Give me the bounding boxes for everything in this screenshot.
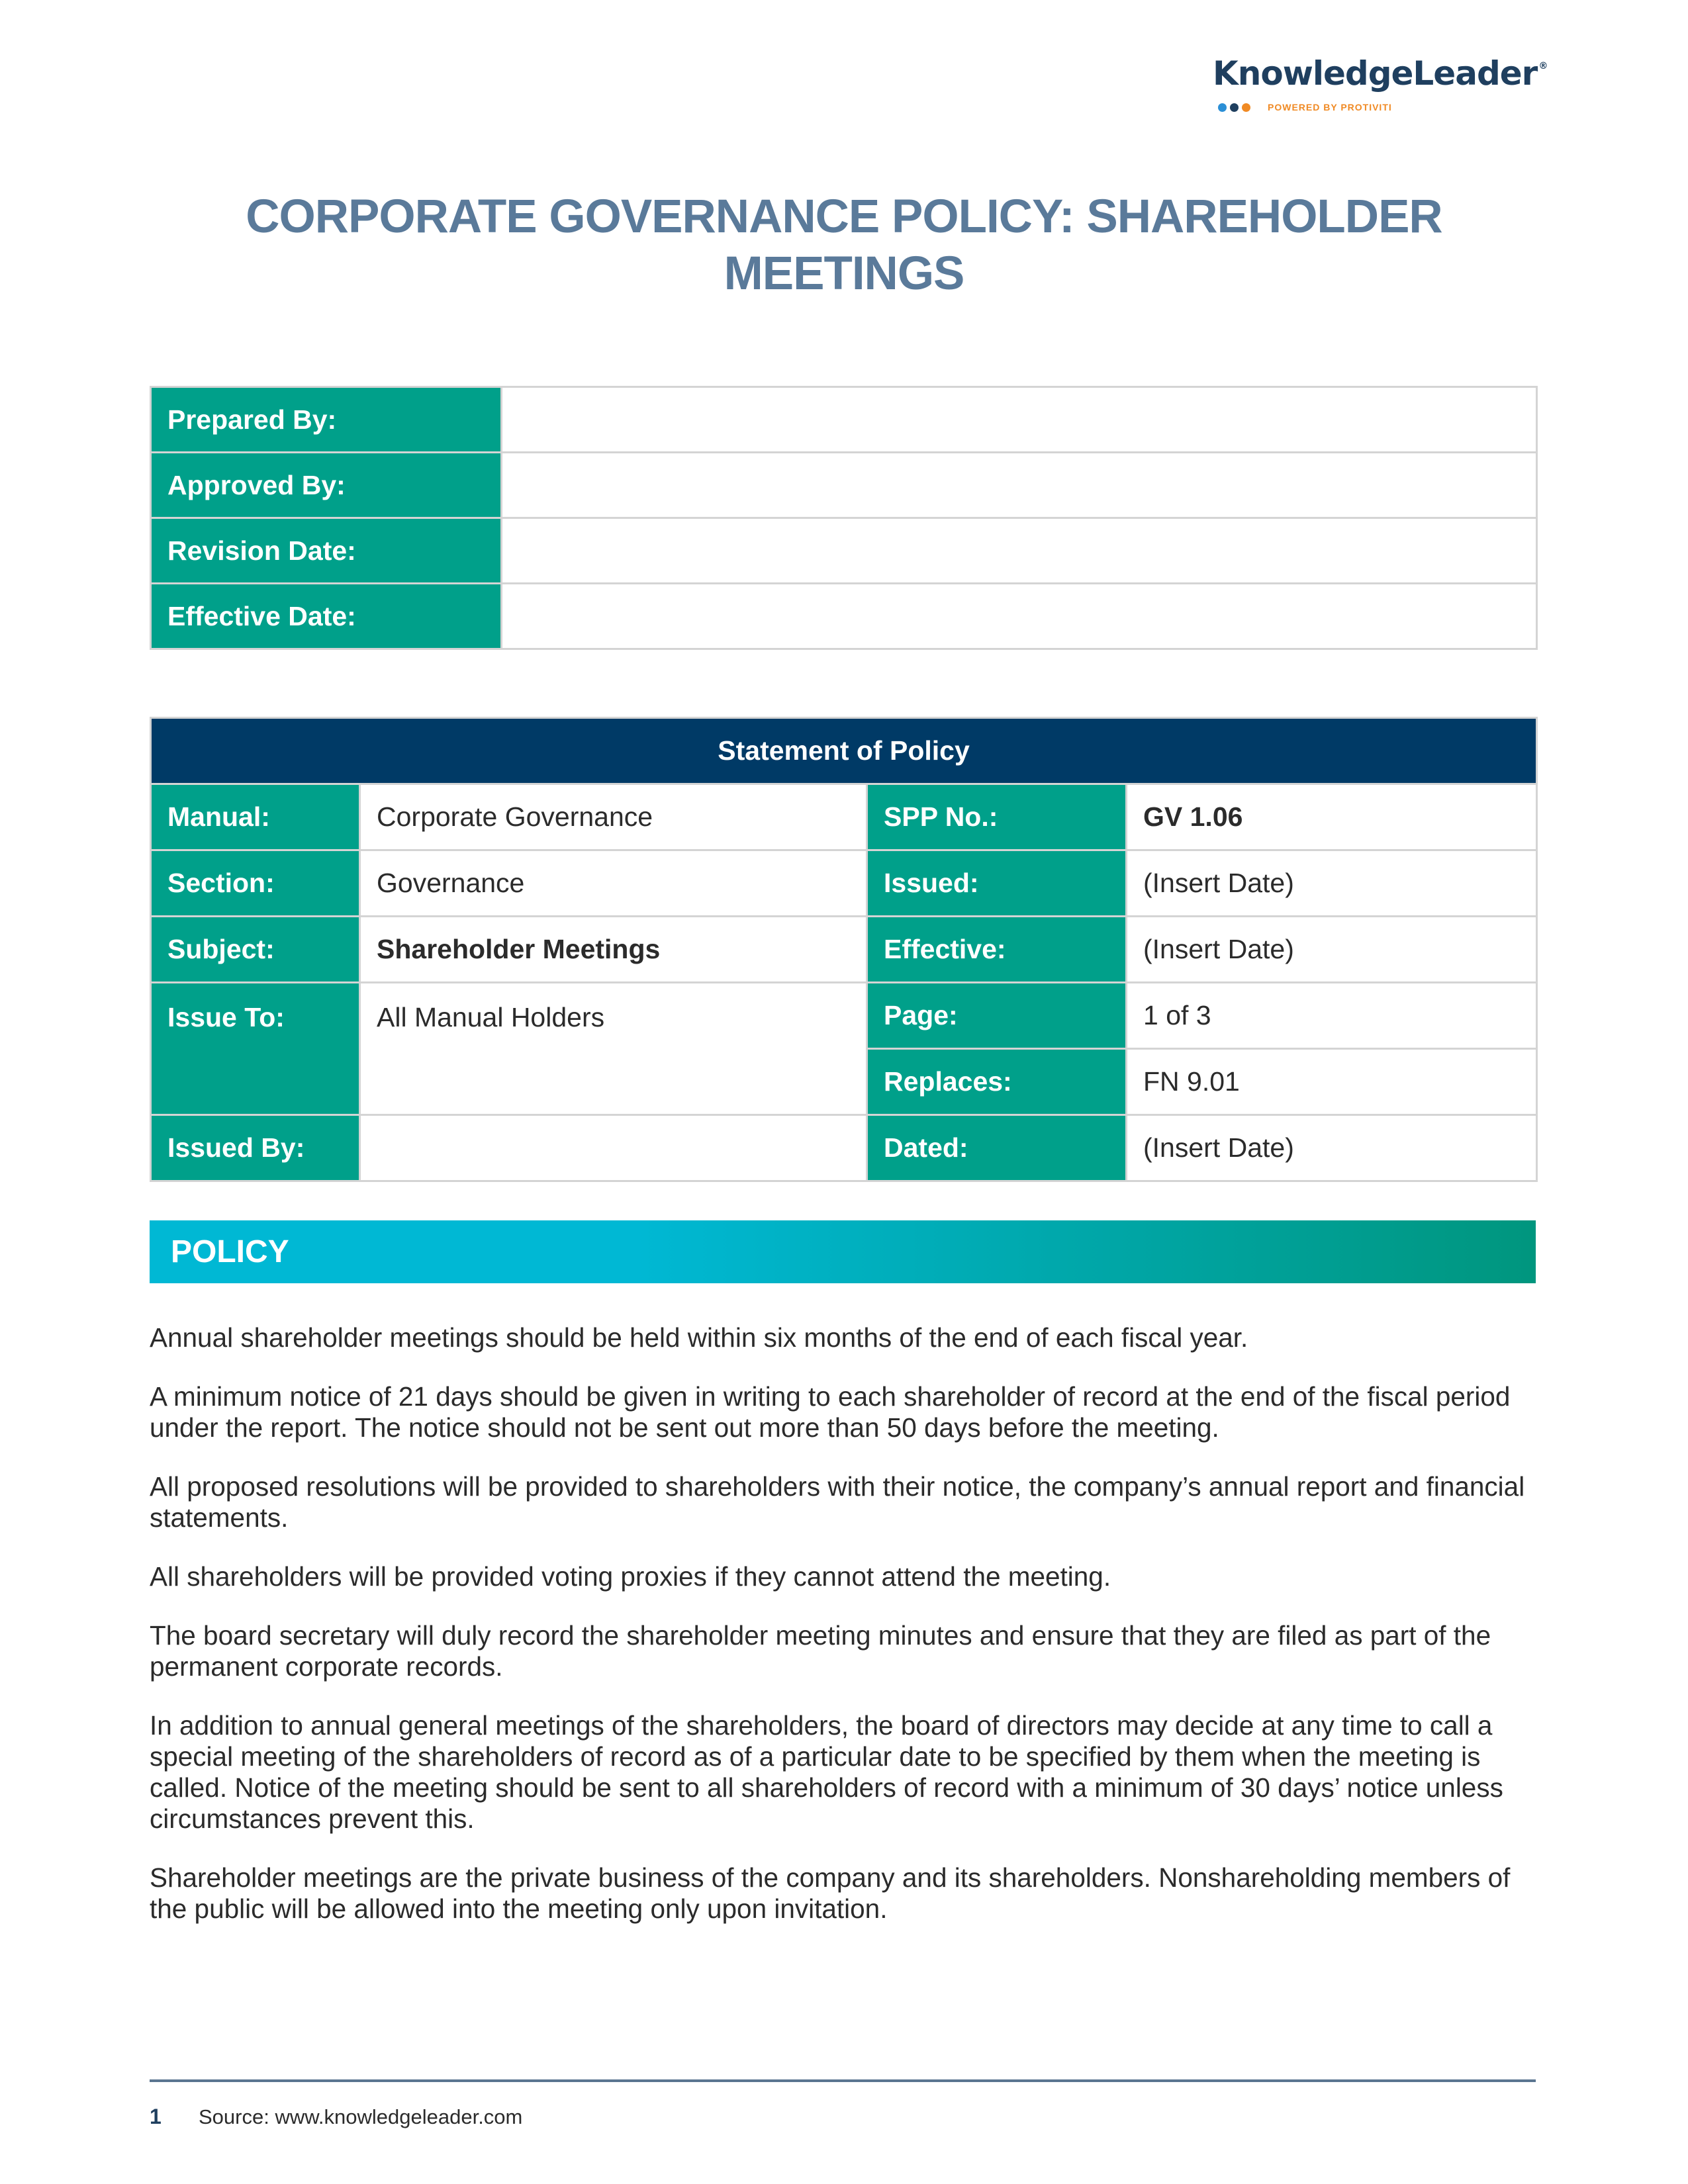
title-line-2: MEETINGS bbox=[724, 248, 964, 300]
replaces-label: Replaces: bbox=[867, 1049, 1127, 1115]
policy-paragraph: All proposed resolutions will be provided to shareholders with their notice, the company’s annual report and financial statements. bbox=[150, 1471, 1525, 1533]
policy-section-heading: POLICY bbox=[171, 1234, 289, 1269]
meta-row-revision-date bbox=[151, 518, 1537, 584]
source-link[interactable]: Source: www.knowledgeleader.com bbox=[199, 2105, 523, 2128]
meta-row-effective-date bbox=[151, 584, 1537, 649]
logo-dot-orange bbox=[1242, 103, 1250, 112]
page-number: 1 bbox=[150, 2105, 162, 2128]
meta-label: Effective Date: bbox=[151, 584, 502, 649]
meta-label: Approved By: bbox=[151, 453, 502, 518]
knowledgeleader-logo[interactable] bbox=[1213, 54, 1548, 113]
issued-by-label: Issued By: bbox=[151, 1115, 360, 1181]
document-meta-table bbox=[150, 386, 1538, 650]
title-line-1: CORPORATE GOVERNANCE POLICY: SHAREHOLDER bbox=[246, 191, 1442, 243]
meta-value-prepared-by[interactable] bbox=[502, 387, 1537, 453]
spp-value: GV 1.06 bbox=[1127, 784, 1537, 850]
policy-body bbox=[150, 1322, 1540, 1952]
document-title bbox=[152, 189, 1536, 302]
policy-paragraph: Shareholder meetings are the private business of the company and its shareholders. Nonshareholding members of the public will be allowed into the meeting only upon invitation. bbox=[150, 1862, 1511, 1924]
logo-trademark: ® bbox=[1538, 61, 1548, 71]
meta-value-approved-by[interactable] bbox=[502, 453, 1537, 518]
dated-label: Dated: bbox=[867, 1115, 1127, 1181]
issued-by-value[interactable] bbox=[360, 1115, 867, 1181]
sop-row-issued-by bbox=[151, 1115, 1537, 1181]
logo-tagline: POWERED BY PROTIVITI bbox=[1268, 102, 1392, 113]
logo-wordmark-text: KnowledgeLeader bbox=[1213, 54, 1538, 93]
page-footer bbox=[150, 2105, 522, 2129]
statement-of-policy-table bbox=[150, 717, 1538, 1182]
page-value: 1 of 3 bbox=[1127, 983, 1537, 1049]
subject-value: Shareholder Meetings bbox=[360, 917, 867, 983]
policy-paragraph: In addition to annual general meetings of the shareholders, the board of directors may decide at any time to call a special meeting of the shareholders of record as of a particular date to be specified by them when the meeting is called. Notice of the meeting should be sent to all shareholders of record with a minimum of 30 days’ notice unless circumstances prevent this. bbox=[150, 1710, 1503, 1834]
spp-label: SPP No.: bbox=[867, 784, 1127, 850]
effective-label: Effective: bbox=[867, 917, 1127, 983]
section-label: Section: bbox=[151, 850, 360, 917]
sop-row-issue-to bbox=[151, 983, 1537, 1049]
dated-value[interactable]: (Insert Date) bbox=[1127, 1115, 1537, 1181]
policy-paragraph: Annual shareholder meetings should be held within six months of the end of each fiscal year. bbox=[150, 1322, 1248, 1353]
issue-to-label: Issue To: bbox=[151, 983, 360, 1115]
subject-label: Subject: bbox=[151, 917, 360, 983]
manual-value: Corporate Governance bbox=[360, 784, 867, 850]
manual-label: Manual: bbox=[151, 784, 360, 850]
sop-header: Statement of Policy bbox=[151, 718, 1537, 784]
policy-paragraph: All shareholders will be provided voting proxies if they cannot attend the meeting. bbox=[150, 1561, 1111, 1592]
logo-wordmark bbox=[1213, 54, 1548, 93]
meta-label: Revision Date: bbox=[151, 518, 502, 584]
logo-subline bbox=[1213, 102, 1537, 113]
meta-label: Prepared By: bbox=[151, 387, 502, 453]
sop-row-manual bbox=[151, 784, 1537, 850]
sop-row-subject bbox=[151, 917, 1537, 983]
meta-row-approved-by bbox=[151, 453, 1537, 518]
footer-rule bbox=[150, 2079, 1536, 2082]
policy-paragraph: A minimum notice of 21 days should be given in writing to each shareholder of record at the end of the fiscal period under the report. The notice should not be sent out more than 50 days before the meeting. bbox=[150, 1381, 1511, 1443]
page-label: Page: bbox=[867, 983, 1127, 1049]
issued-value[interactable]: (Insert Date) bbox=[1127, 850, 1537, 917]
policy-section-banner bbox=[150, 1220, 1536, 1283]
section-value: Governance bbox=[360, 850, 867, 917]
meta-value-revision-date[interactable] bbox=[502, 518, 1537, 584]
issued-label: Issued: bbox=[867, 850, 1127, 917]
sop-row-section bbox=[151, 850, 1537, 917]
logo-dot-navy bbox=[1230, 103, 1239, 112]
sop-header-row bbox=[151, 718, 1537, 784]
meta-row-prepared-by bbox=[151, 387, 1537, 453]
logo-dot-blue bbox=[1218, 103, 1227, 112]
effective-value[interactable]: (Insert Date) bbox=[1127, 917, 1537, 983]
replaces-value: FN 9.01 bbox=[1127, 1049, 1537, 1115]
policy-paragraph: The board secretary will duly record the shareholder meeting minutes and ensure that they are filed as part of the permanent corporate records. bbox=[150, 1620, 1491, 1682]
issue-to-value: All Manual Holders bbox=[360, 983, 867, 1115]
logo-dots-icon bbox=[1218, 103, 1250, 112]
meta-value-effective-date[interactable] bbox=[502, 584, 1537, 649]
